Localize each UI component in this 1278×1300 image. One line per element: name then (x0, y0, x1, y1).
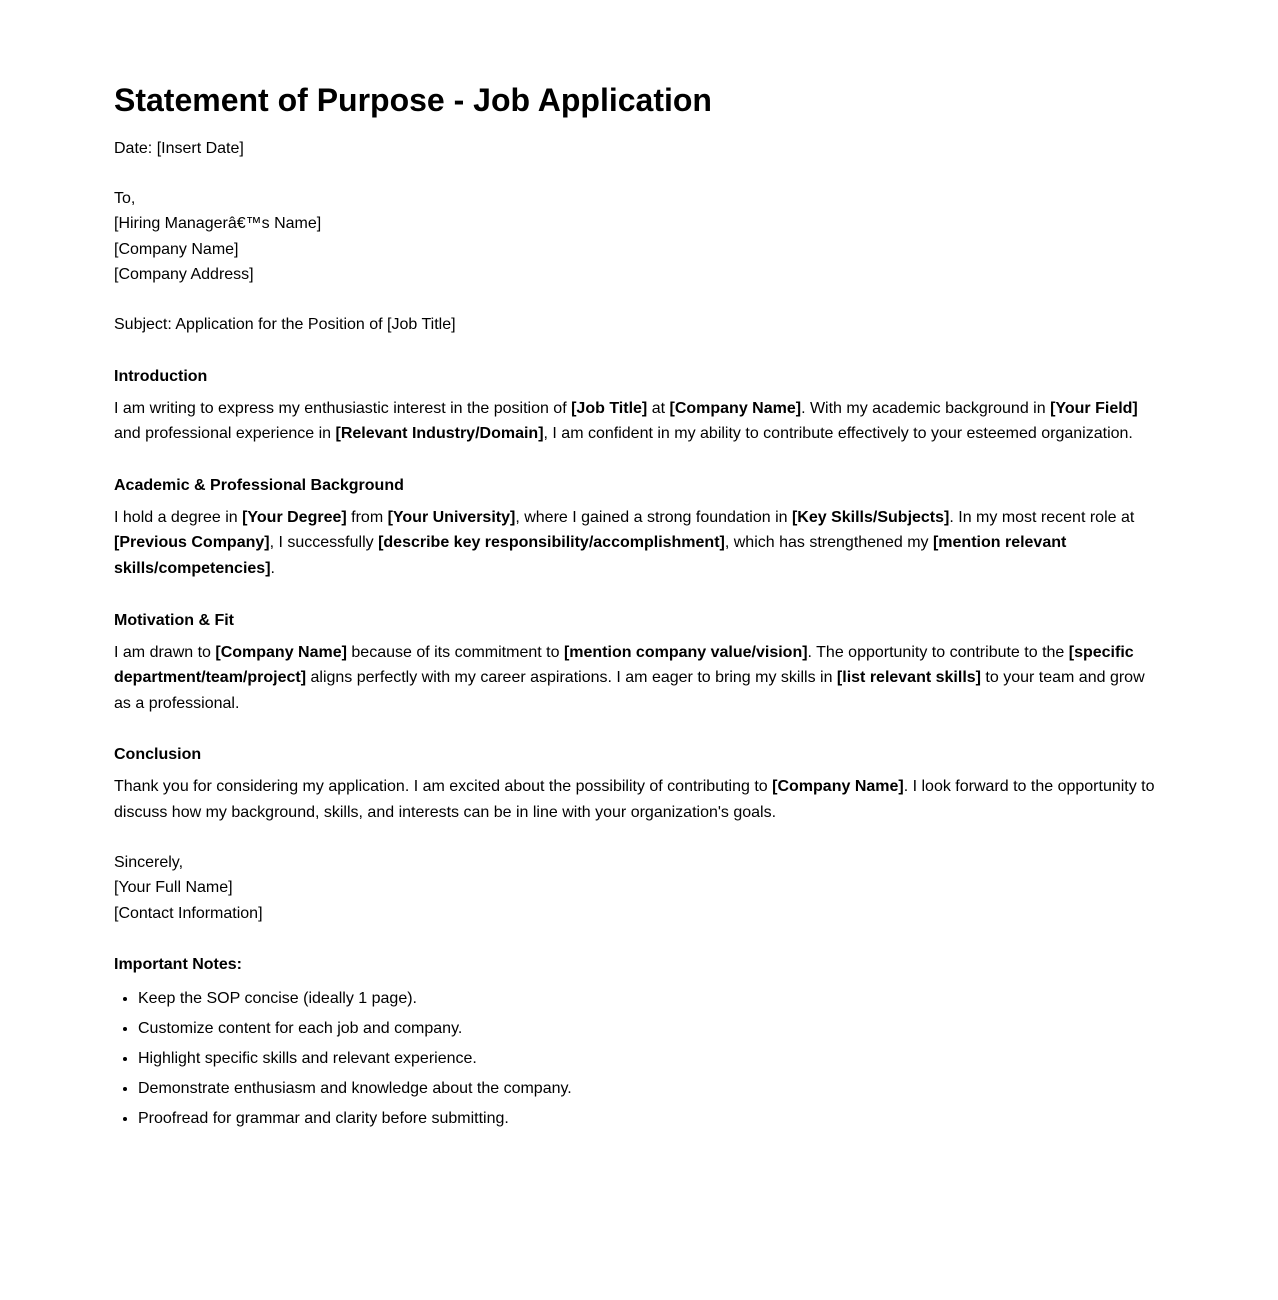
placeholder-text: [Your Degree] (242, 508, 347, 526)
paragraph-text: . The opportunity to contribute to the (807, 643, 1069, 661)
conclusion-paragraph (114, 774, 1164, 825)
list-item: • Demonstrate enthusiasm and knowledge about the company. (138, 1076, 1164, 1102)
paragraph-text: at (647, 399, 670, 417)
placeholder-text: [list relevant skills] (836, 669, 981, 687)
placeholder-text: [Previous Company] (114, 534, 270, 552)
paragraph-text: . (270, 559, 275, 577)
paragraph-text: I am writing to express my enthusiastic interest in the position of (114, 399, 572, 417)
paragraph-text: Thank you for considering my application. I am excited about the possibility of contributing to (114, 778, 773, 796)
paragraph-text: aligns perfectly with my career aspirations. I am eager to bring my skills in (306, 669, 837, 687)
list-item: • Keep the SOP concise (ideally 1 page). (138, 986, 1164, 1012)
paragraph-text: , I am confident in my ability to contribute effectively to your esteemed organization. (543, 425, 1133, 443)
paragraph-text: , which has strengthened my (724, 534, 933, 552)
introduction-heading: Introduction (114, 367, 208, 385)
introduction-paragraph (114, 396, 1164, 447)
paragraph-text: to your team and grow as a professional. (114, 669, 1145, 712)
paragraph-text: and professional experience in (114, 425, 336, 443)
placeholder-text: [Job Title] (571, 399, 648, 417)
contact-information: [Contact Information] (114, 904, 263, 922)
placeholder-text: [Relevant Industry/Domain] (335, 425, 544, 443)
signature-block (114, 850, 1164, 927)
recipient-block (114, 186, 1164, 288)
paragraph-text: from (346, 508, 388, 526)
full-name: [Your Full Name] (114, 879, 233, 897)
company-address: [Company Address] (114, 266, 254, 284)
placeholder-text: [Company Name] (772, 778, 904, 796)
motivation-heading: Motivation & Fit (114, 611, 234, 629)
list-item: • Customize content for each job and company. (138, 1016, 1164, 1042)
date-line: Date: [Insert Date] (114, 140, 244, 157)
paragraph-text: I am drawn to (114, 643, 216, 661)
motivation-paragraph (114, 640, 1164, 717)
notes-heading: Important Notes: (114, 956, 242, 974)
conclusion-heading: Conclusion (114, 746, 202, 764)
placeholder-text: [mention company value/vision] (563, 643, 808, 661)
placeholder-text: [Your University] (387, 508, 516, 526)
notes-list (114, 986, 1164, 1132)
company-name: [Company Name] (114, 240, 239, 258)
paragraph-text: I hold a degree in (114, 508, 243, 526)
background-heading: Academic & Professional Background (114, 476, 404, 494)
placeholder-text: [Company Name] (215, 643, 347, 661)
paragraph-text: . In my most recent role at (949, 508, 1135, 526)
background-paragraph (114, 505, 1164, 582)
paragraph-text: because of its commitment to (346, 643, 564, 661)
paragraph-text: , where I gained a strong foundation in (515, 508, 792, 526)
subject-line: Subject: Application for the Position of [Job Title] (114, 315, 456, 333)
placeholder-text: [Key Skills/Subjects] (791, 508, 950, 526)
hiring-manager-name: [Hiring Managerâ€™s Name] (114, 215, 322, 233)
placeholder-text: [Company Name] (669, 399, 802, 417)
placeholder-text: [specific department/team/project] (114, 643, 1134, 687)
page-title: Statement of Purpose - Job Application (114, 82, 712, 118)
paragraph-text: . With my academic background in (801, 399, 1051, 417)
placeholder-text: [describe key responsibility/accomplishment] (378, 534, 725, 552)
closing: Sincerely, (114, 853, 184, 871)
placeholder-text: [Your Field] (1050, 399, 1138, 417)
greeting: To, (114, 189, 136, 207)
list-item: • Proofread for grammar and clarity before submitting. (138, 1106, 1164, 1132)
paragraph-text: , I successfully (269, 534, 379, 552)
placeholder-text: [mention relevant skills/competencies] (114, 534, 1067, 577)
paragraph-text: . I look forward to the opportunity to discuss how my background, skills, and interests can be in line with your organization's goals. (114, 778, 1155, 821)
list-item: • Highlight specific skills and relevant experience. (138, 1046, 1164, 1072)
document-body (114, 80, 1164, 1136)
